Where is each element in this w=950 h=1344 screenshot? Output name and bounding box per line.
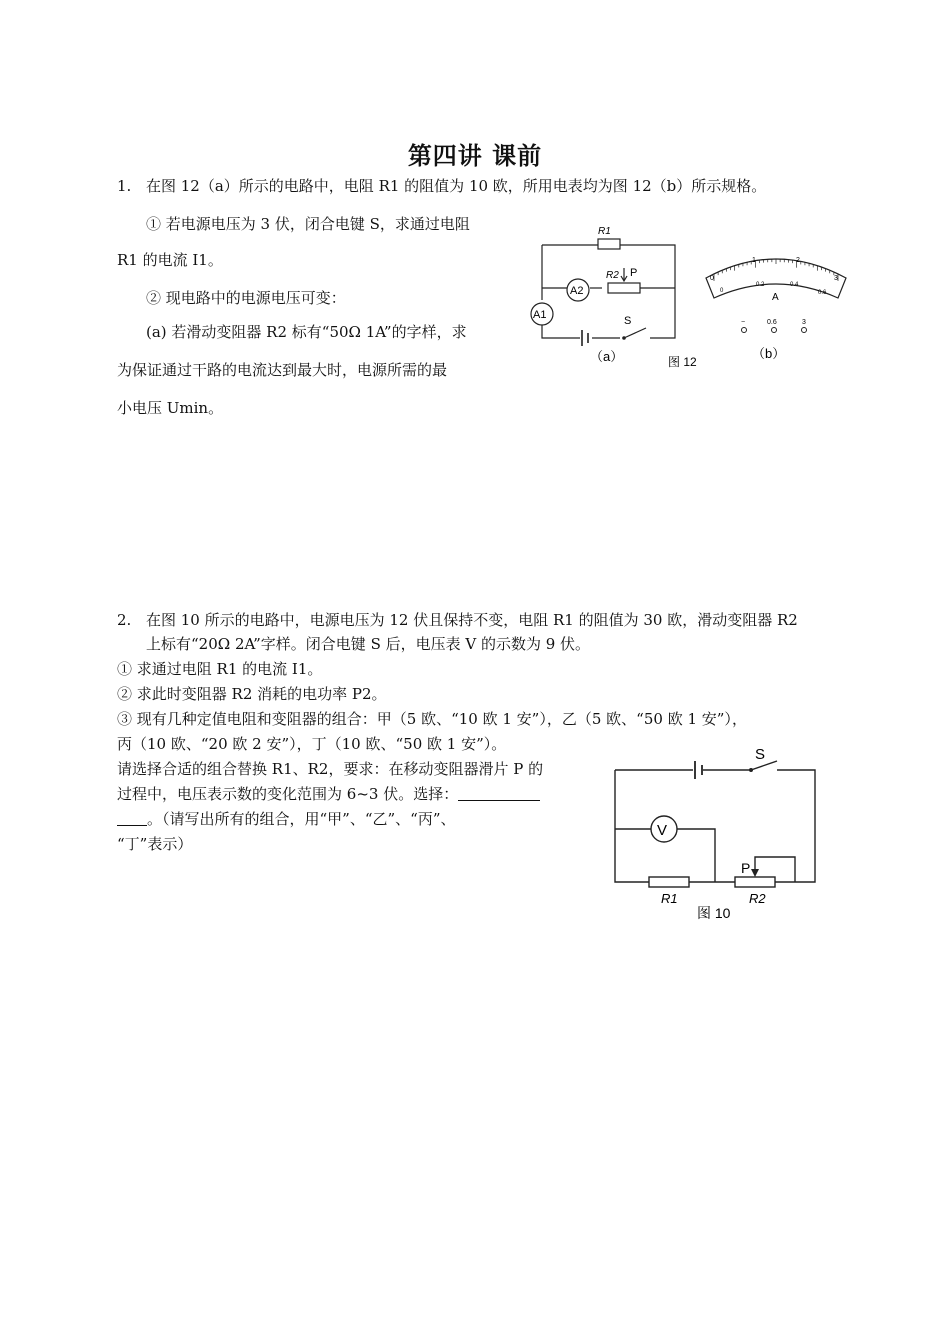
q1-part1-a: ① 若电源电压为 3 伏，闭合电键 S，求通过电阻 (146, 215, 470, 233)
fig12a-caption: （a） (590, 349, 624, 364)
fig12b-terminal-3 (802, 328, 807, 333)
fig10-v-label: V (657, 822, 668, 839)
fig12b-unit: A (772, 292, 779, 303)
q1-number: 1. (117, 177, 132, 195)
q2-line7: 请选择合适的组合替换 R1、R2，要求：在移动变阻器滑片 P 的 (117, 760, 544, 778)
fig10-caption: 图 10 (697, 905, 731, 921)
fig10-r1 (649, 877, 689, 887)
fig12b-terminal-06 (772, 328, 777, 333)
fig12a-a1-label: A1 (533, 309, 547, 321)
q1-part3-b: 为保证通过干路的电流达到最大时，电源所需的最 (117, 361, 448, 379)
fig12b-bottom-0: 0 (720, 288, 724, 294)
q2-number: 2. (117, 611, 132, 629)
fig12b-top-1: 1 (752, 257, 756, 264)
fig12a-a2-label: A2 (570, 285, 584, 297)
q2-line4: ② 求此时变阻器 R2 消耗的电功率 P2。 (117, 685, 387, 703)
page-title: 第四讲 课前 (407, 142, 543, 170)
fig10-r2 (735, 877, 775, 887)
fig10-wires (615, 770, 815, 882)
q2-line9 (117, 809, 456, 829)
fig12b-bottom-1: 0.2 (756, 282, 765, 288)
fig10-r1-label: R1 (661, 891, 678, 906)
fig12b-term-label-06: 0.6 (767, 319, 777, 326)
fig12a-battery (582, 330, 588, 346)
q2-line8 (117, 784, 540, 804)
q2-line10: “丁”表示） (117, 835, 193, 853)
figure-10 (605, 745, 835, 925)
fig12b-bottom-2: 0.4 (790, 282, 799, 288)
fig12b-top-0: 0 (710, 275, 714, 282)
fig12a-r2-label: R2 (606, 270, 619, 281)
q2-line9-text: 。（请写出所有的组合，用“甲”、“乙”、“丙”、 (147, 810, 456, 828)
q1-part3-c: 小电压 Umin。 (117, 399, 224, 417)
fig10-battery (695, 761, 702, 779)
fig12b-top-3: 3 (834, 275, 838, 282)
fig12b-terminal-neg (742, 328, 747, 333)
fig12b-bottom-3: 0.6 (818, 290, 827, 296)
fig10-p-label: P (741, 860, 751, 876)
answer-blank-cont[interactable] (117, 811, 147, 826)
q2-line8-text: 过程中，电压表示数的变化范围为 6~3 伏。选择： (117, 785, 459, 803)
fig12b-term-label-neg: − (741, 319, 746, 326)
q1-part2: ② 现电路中的电源电压可变： (146, 289, 346, 307)
fig12b-term-label-3: 3 (802, 319, 806, 326)
fig12a-r1-label: R1 (598, 226, 611, 237)
figure-12 (520, 220, 850, 380)
fig12a-r2 (608, 283, 640, 293)
fig10-s-label: S (755, 746, 766, 763)
fig12a-r1 (598, 239, 620, 249)
fig10-slider-arrow (751, 869, 759, 877)
q2-line2: 上标有“20Ω 2A”字样。闭合电键 S 后，电压表 V 的示数为 9 伏。 (146, 635, 591, 653)
fig12a-p-label: P (630, 267, 638, 279)
q2-line1: 在图 10 所示的电路中，电源电压为 12 伏且保持不变，电阻 R1 的阻值为 30 欧，滑动变阻器 R2 (146, 611, 798, 629)
fig12a-switch-blade (624, 328, 646, 338)
fig12a-s-label: S (624, 315, 632, 327)
fig12b-top-2: 2 (796, 257, 800, 264)
q2-line6: 丙（10 欧、“20 欧 2 安”），丁（10 欧、“50 欧 1 安”）。 (117, 735, 507, 753)
fig10-r2-label: R2 (749, 891, 766, 906)
fig12b-caption: （b） (752, 346, 786, 361)
answer-blank[interactable] (458, 786, 540, 801)
q2-line3: ① 求通过电阻 R1 的电流 I1。 (117, 660, 323, 678)
q1-stem: 在图 12（a）所示的电路中，电阻 R1 的阻值为 10 欧，所用电表均为图 12（b）所示规格。 (146, 177, 767, 195)
q1-part3-a: (a) 若滑动变阻器 R2 标有“50Ω 1A”的字样，求 (146, 323, 467, 341)
fig12a-slider-arrow (621, 268, 627, 281)
q2-line5: ③ 现有几种定值电阻和变阻器的组合：甲（5 欧、“10 欧 1 安”），乙（5 欧、“50 欧 1 安”）， (117, 710, 747, 728)
q1-part1-b: R1 的电流 I1。 (117, 251, 223, 269)
fig12-caption: 图 12 (668, 355, 697, 369)
